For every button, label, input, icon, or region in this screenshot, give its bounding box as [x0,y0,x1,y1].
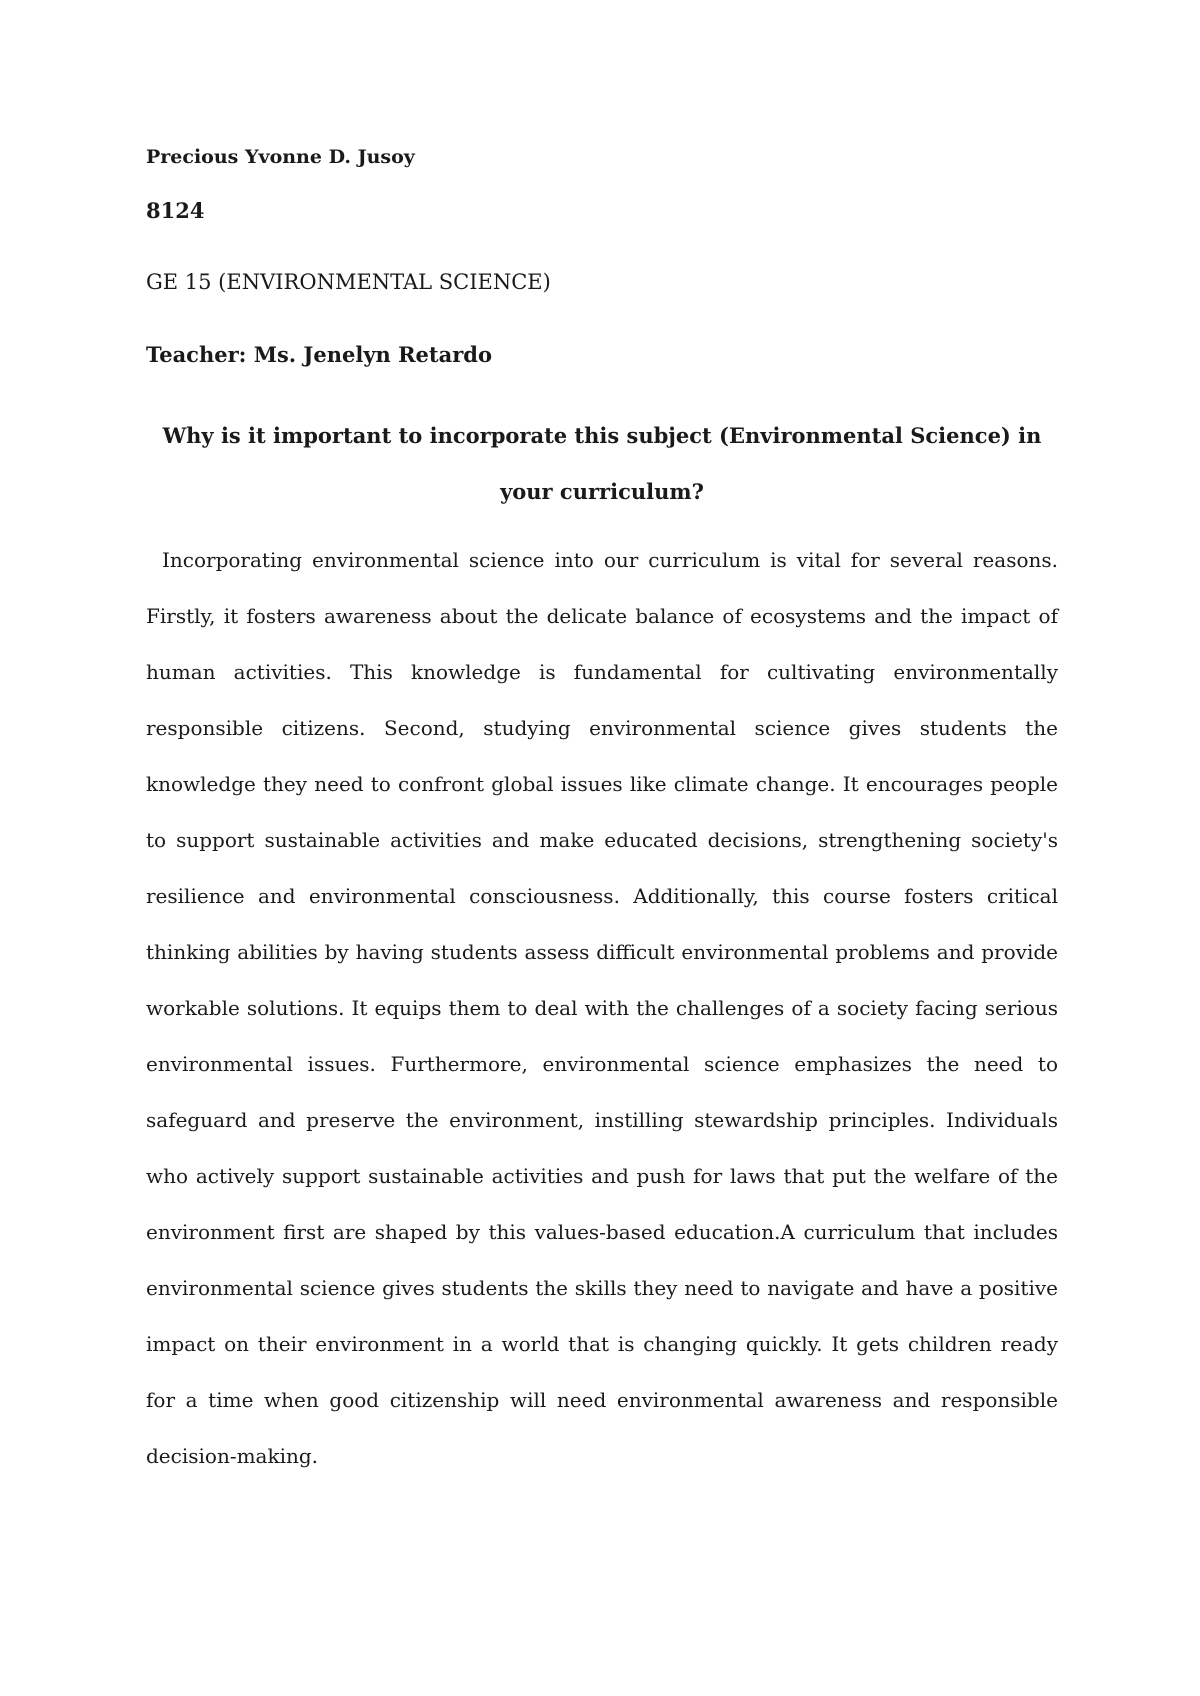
teacher-name: Teacher: Ms. Jenelyn Retardo [146,342,492,367]
essay-body: Incorporating environmental science into our curriculum is vital for several reasons. Firstly, it fosters awareness about the delicate balance of ecosystems and the impact of human activities. This knowledge is fundamental for cultivating environmentally responsible citizens. Second, studying environmental science gives students the knowledge they need to confront global issues like climate change. It encourages people to support sustainable activities and make educated decisions, strengthening society's resilience and environmental consciousness. Additionally, this course fosters critical thinking abilities by having students assess difficult environmental problems and provide workable solutions. It equips them to deal with the challenges of a society facing serious environmental issues. Furthermore, environmental science emphasizes the need to safeguard and preserve the environment, instilling stewardship principles. Individuals who actively support sustainable activities and push for laws that put the welfare of the environment first are shaped by this values-based education.A curriculum that includes environmental science gives students the skills they need to navigate and have a positive impact on their environment in a world that is changing quickly. It gets children ready for a time when good citizenship will need environmental awareness and responsible decision-making. [146,548,1058,1468]
course-title: GE 15 (ENVIRONMENTAL SCIENCE) [146,270,551,294]
author-name: Precious Yvonne D. Jusoy [146,146,415,168]
student-number: 8124 [146,198,205,223]
essay-question: Why is it important to incorporate this subject (Environmental Science) in your curriculum? [162,423,1042,504]
